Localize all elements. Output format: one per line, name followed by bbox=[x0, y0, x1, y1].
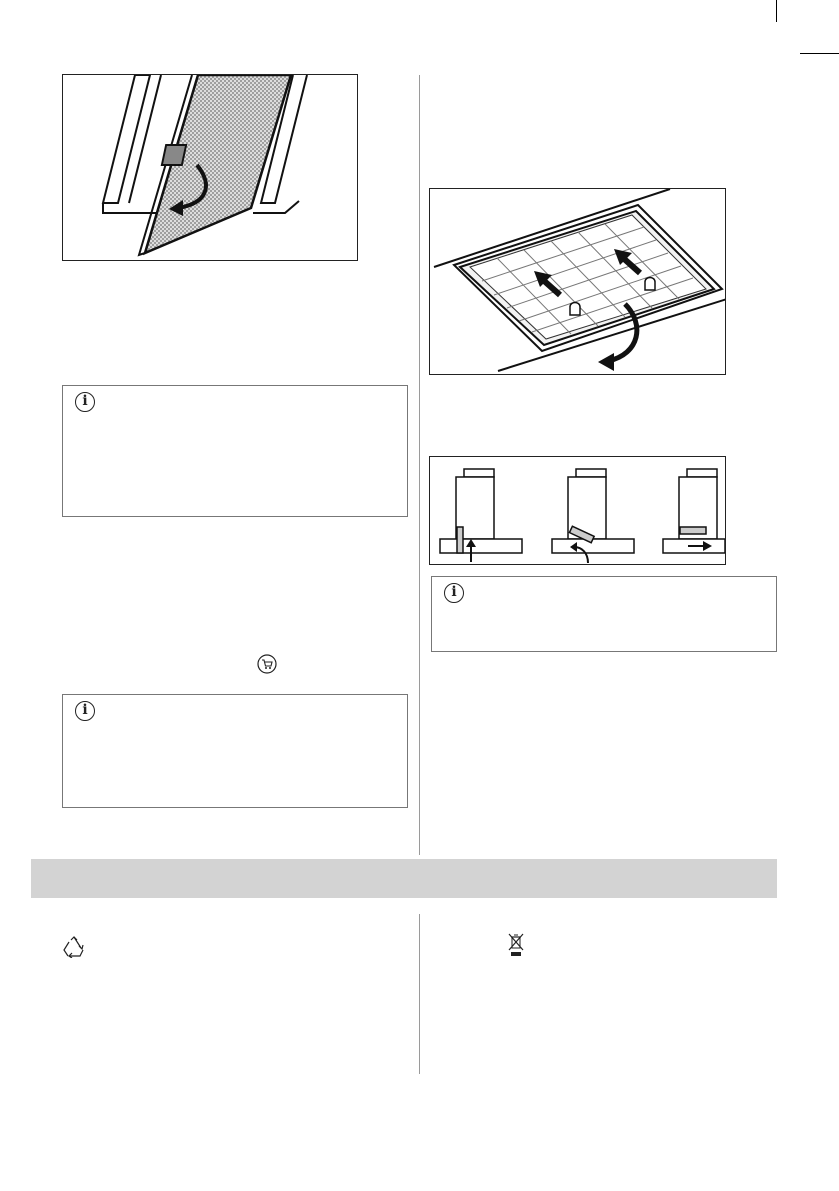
info-note-3 bbox=[431, 576, 777, 652]
info-icon: i bbox=[444, 583, 464, 603]
filter-ceiling-figure bbox=[429, 188, 726, 375]
lock-step-1 bbox=[440, 469, 522, 562]
column-divider bbox=[419, 75, 420, 855]
info-note-1 bbox=[62, 385, 408, 517]
section-heading-bar bbox=[31, 859, 777, 898]
filter-lock-three-steps-illustration bbox=[430, 457, 726, 565]
crop-mark-vertical bbox=[776, 0, 777, 22]
grease-filter-tilt-out-illustration bbox=[63, 75, 358, 261]
webshop-cart-icon bbox=[257, 654, 277, 674]
info-icon: i bbox=[75, 392, 95, 412]
filter-removal-figure bbox=[62, 74, 358, 261]
grease-filter-push-up-illustration bbox=[430, 189, 726, 375]
recycle-icon bbox=[62, 936, 86, 958]
filter-lock-steps-figure bbox=[429, 456, 726, 565]
info-icon: i bbox=[75, 701, 95, 721]
lock-step-3 bbox=[663, 469, 725, 553]
column-divider-lower bbox=[419, 914, 420, 1074]
lock-step-2 bbox=[552, 469, 634, 563]
info-note-2 bbox=[62, 694, 408, 808]
crossed-out-bin-icon bbox=[508, 933, 524, 957]
crop-mark-horizontal bbox=[800, 53, 839, 54]
